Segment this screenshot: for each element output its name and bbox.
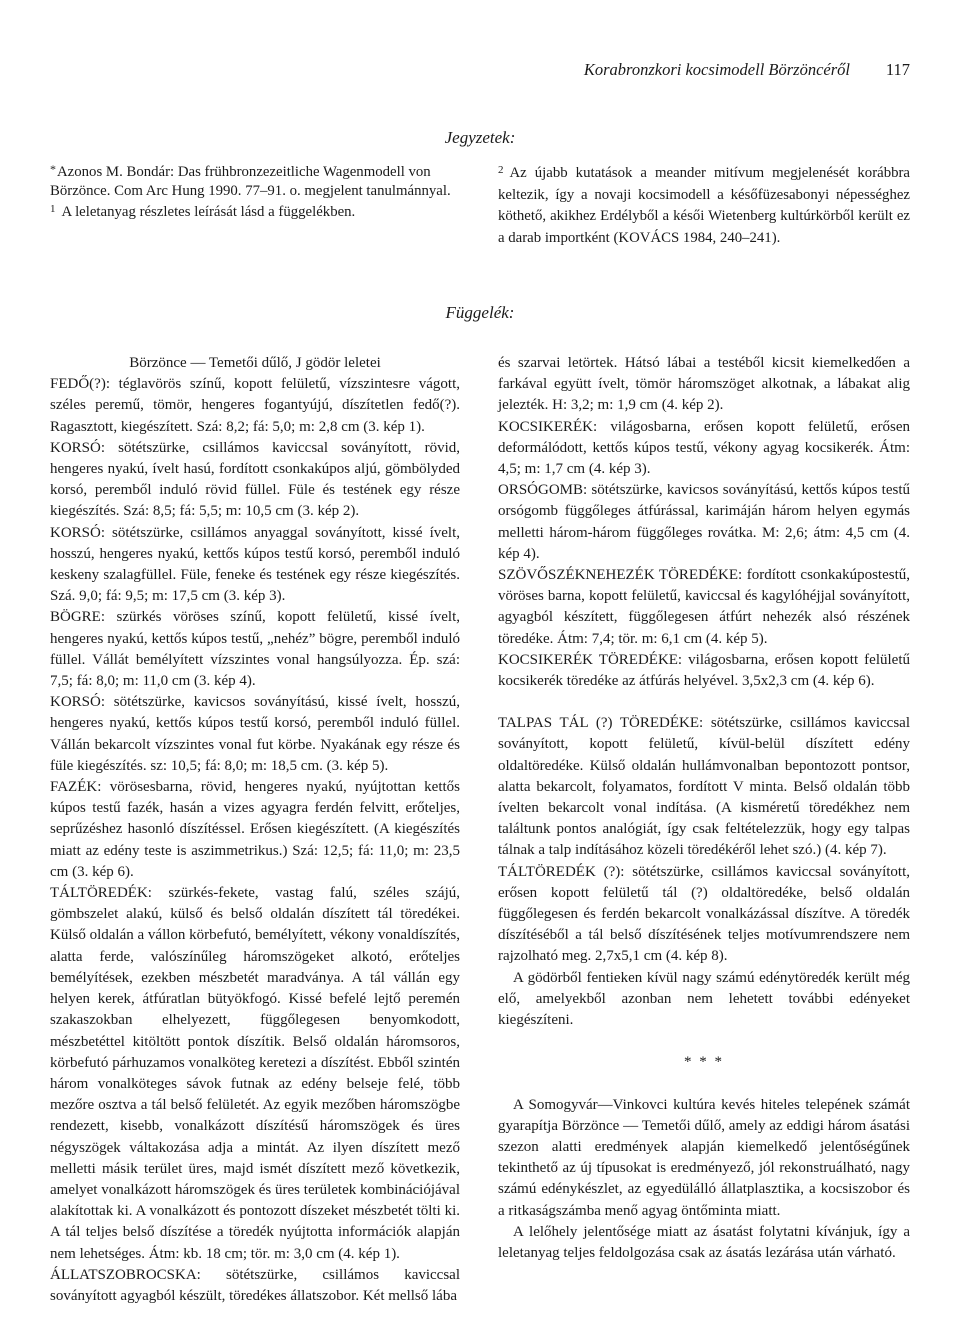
page-number: 117 <box>885 60 910 79</box>
catalog-entry: KOCSIKERÉK: világosbarna, erősen kopott felületű, erősen deformálódott, kettős kúpos testű, vékony agyag kocsikerék. Átm: 4,5; m: 1,7 cm (4. kép 3). <box>498 418 910 478</box>
section-separator: * * * <box>684 1054 724 1071</box>
catalog-entry: ÁLLATSZOBROCSKA: sötétszürke, csillámos kaviccsal soványított agyagból készült, töredékes állatszobor. Két mellső lába <box>50 1266 460 1304</box>
appendix-left-column <box>50 353 460 1307</box>
catalog-entry: ORSÓGOMB: sötétszürke, kavicsos soványítású, kettős kúpos testű orsógomb függőleges átfúrással, karimáján három helyen egymás melletti három-három függőleges rovátka. M: 2,6; átm: 4,5 cm (4. kép 4). <box>498 482 910 562</box>
catalog-entry: KORSÓ: sötétszürke, csillámos kaviccsal soványított, rövid, hengeres nyakú, ívelt hasú, fordított csonkakúpos aljú, gömbölyded korsó, peremből induló rövid füllel. Füle és testének egy része kiegészítés. Szá: 8,5; fá: 5,5; m: 10,5 cm (3. kép 2). <box>50 439 460 520</box>
footnote-marker: 1 <box>50 203 56 215</box>
footnote-marker: 2 <box>498 164 504 176</box>
body-paragraph: A gödörből fentieken kívül nagy számú edénytöredék került még elő, amelyekből azonban nem lehetett további edényeket kiegészíteni. <box>498 969 910 1029</box>
catalog-entry: KORSÓ: sötétszürke, kavicsos soványítású, kissé ívelt, hosszú, hengeres nyakú, kettős kúpos testű korsó, peremből induló füllel. Vállán bekarcolt vízszintes vonal fut körbe. Nyakának egy része és füle kiegészítés. sz: 10,5; fá: 8,0; m: 18,5 cm. (3. kép 5). <box>50 694 460 774</box>
catalog-entry: és szarvai letörtek. Hátsó lábai a testéből kicsit kiemelkedően a farkával együtt ívelt, tömör háromszöget alkotnak, a lábakat alig jelezték. H: 3,2; m: 1,9 cm (4. kép 2). <box>498 355 910 414</box>
notes-heading: Jegyzetek: <box>444 128 516 147</box>
footnote-text: Azonos M. Bondár: Das frühbronzezeitliche Wagenmodell von Börzönce. Com Arc Hung 1990. 77–91. o. megjelent tanulmánnyal. <box>50 164 451 199</box>
footnote-text: A leletanyag részletes leírását lásd a függelékben. <box>61 204 356 220</box>
appendix-heading: Függelék: <box>445 303 515 322</box>
footnote-2 <box>498 160 910 249</box>
appendix-right-column <box>498 353 910 1264</box>
catalog-entry: SZÖVŐSZÉKNEHEZÉK TÖREDÉKE: fordított csonkakúpostestű, vöröses barna, kopott felületű, kaviccsal és kagylóhéjjal soványított, agyagból készített, függőlegesen átfúrt nehezék alsó részének töredéke. Átm: 7,4; tör. m: 6,1 cm (4. kép 5). <box>498 567 910 647</box>
body-paragraph: A lelőhely jelentősége miatt az ásatást folytatni kívánjuk, így a leletanyag teljes feldolgozása csak az ásatás lezárása után várható. <box>498 1223 910 1261</box>
running-head-title: Korabronzkori kocsimodell Börzöncéről <box>583 60 850 79</box>
footnote-star <box>50 160 460 200</box>
notes-left-column <box>50 160 460 222</box>
catalog-entry: KORSÓ: sötétszürke, csillámos anyaggal soványított, kissé ívelt, hosszú, hengeres nyakú, kettős kúpos testű korsó, peremből induló keskeny szalagfüllel. Füle, feneke és testének egy része kiegészítés. Szá. 9,0; fá: 9,5; m: 17,5 cm (3. kép 3). <box>50 524 460 605</box>
footnote-text: Az újabb kutatások a meander mitívum megjelenését korábbra keltezik, így a novaji kocsimodell a későfüzesabonyi népességhez köthető, akikhez Erdélyből a késői Wietenberg kultúrkörből került ez a darab importként (KOVÁCS 1984, 240–241). <box>498 165 910 246</box>
catalog-entry: TALPAS TÁL (?) TÖREDÉKE: sötétszürke, csillámos kaviccsal soványított, kopott felületű, kívül-belül díszített edény oldaltöredéke. Külső oldalán hullámvonalban bepontozott pontsor, alatta bekarcolt, folyamatos, fordított V minta. Belső oldalán több ívelten bekarcolt vonal indítása. (A kisméretű töredékhez nem találtunk pontos analógiát, így csak feltételezzük, hogy egy talpas tálnak a talp indításához közeli töredékéről lehet szó.) (4. kép 7). <box>498 715 910 859</box>
catalog-entry: TÁLTÖREDÉK (?): sötétszürke, csillámos kaviccsal soványított, erősen kopott felületű tál (?) oldaltöredéke, belső oldalán függőlegesen és ferdén bekarcolt vonalkázással díszítve. A töredék díszítéséből a tál belső díszítésének teljes motívumrendszere nem rajzolható meg. 2,7x5,1 cm (4. kép 8). <box>498 863 910 965</box>
find-context-title: Börzönce — Temetői dűlő, J gödör leletei <box>129 355 381 371</box>
catalog-entry: FEDŐ(?): téglavörös színű, kopott felületű, vízszintesre vágott, széles peremű, tömör, hengeres fogantyújú, díszítetlen fedő(?). Ragasztott, kiegészített. Szá: 8,2; fá: 5,0; m: 2,8 cm (3. kép 1). <box>50 376 460 435</box>
catalog-entry: BÖGRE: szürkés vöröses színű, kopott felületű, kissé ívelt, hengeres nyakú, kettős kúpos testű, „nehéz” bögre, peremből induló füllel. Vállát bemélyített vízszintes vonal hangsúlyozza. Ép. szá: 7,5; fá: 8,0; m: 11,0 cm (3. kép 4). <box>50 609 460 690</box>
catalog-entry: FAZÉK: vörösesbarna, rövid, hengeres nyakú, nyújtottan kettős kúpos testű fazék, hasán a vizes agyagra ferdén felvitt, erőteljes, seprűzéshez hasonló díszítéssel. Erősen kiegészített. (A kiegészítés miatt az edény teste is aszimmetrikus.) Szá: 12,5; fá: 11,0; m: 23,5 cm (3. kép 6). <box>50 779 460 880</box>
footnote-1 <box>50 200 460 222</box>
notes-right-column <box>498 160 910 249</box>
footnote-marker: * <box>50 162 56 176</box>
catalog-entry: KOCSIKERÉK TÖREDÉKE: világosbarna, erősen kopott felületű kocsikerék töredéke az átfúrás helyével. 3,5x2,3 cm (4. kép 6). <box>498 651 910 690</box>
catalog-entry: TÁLTÖREDÉK: szürkés-fekete, vastag falú, széles szájú, gömbszelet alakú, külső és belső oldalán díszített tál töredékei. Külső oldalán a vállon körbefutó, bemélyített, vékony vonaldíszítés, alatta ferde, valószínűleg háromszögeket alkotó, erőteljes bemélyítések, ezekben mészbetét maradványa. A tál vállán egy helyen kerek, átfúratlan bütyökfogó. Kissé befelé lejtő peremén szakaszokban elhelyezett, függőlegesen benyomkodott, mészbetéttel kitöltött pontok díszítik. Belső oldalán háromsoros, körbefutó párhuzamos vonalköteg keretezi a díszítést. Ebből szintén három vonalköteges sávok futnak az edény belseje felé, több mezőre osztva a tál belső felületét. Az egyik mezőben háromszögbe rendezett, kisebb, vonalkázott díszítésű háromszögek és üres négyszögek váltakozása adja a mintát. Az ilyen díszített mező melletti másik terület üres, majd ismét díszített mező következik, amelyet vonalkázott háromszögek és üres területek kombinációjával alakítottak ki. A vonalkázott és pontozott díszeket mészbetét tölti ki. A tál teljes belső díszítése a töredék nyújtotta információk alapján nem lehetséges. Átm: kb. 18 cm; tör. m: 3,0 cm (4. kép 1). <box>50 885 460 1262</box>
body-paragraph: A Somogyvár—Vinkovci kultúra kevés hiteles telepének számát gyarapítja Börzönce — Temetői dűlő, amely az eddigi három ásatási szezon alatti eredmények alapján kiemelkedő jelentőségűnek tekinthető az új típusokat is eredményező, jól rekonstruálható, nagy számú edénykészlet, az egyedülálló állatplasztika, a kocsiszobor és a ritkaságszámba menő agyag öntőminta miatt. <box>498 1096 910 1219</box>
